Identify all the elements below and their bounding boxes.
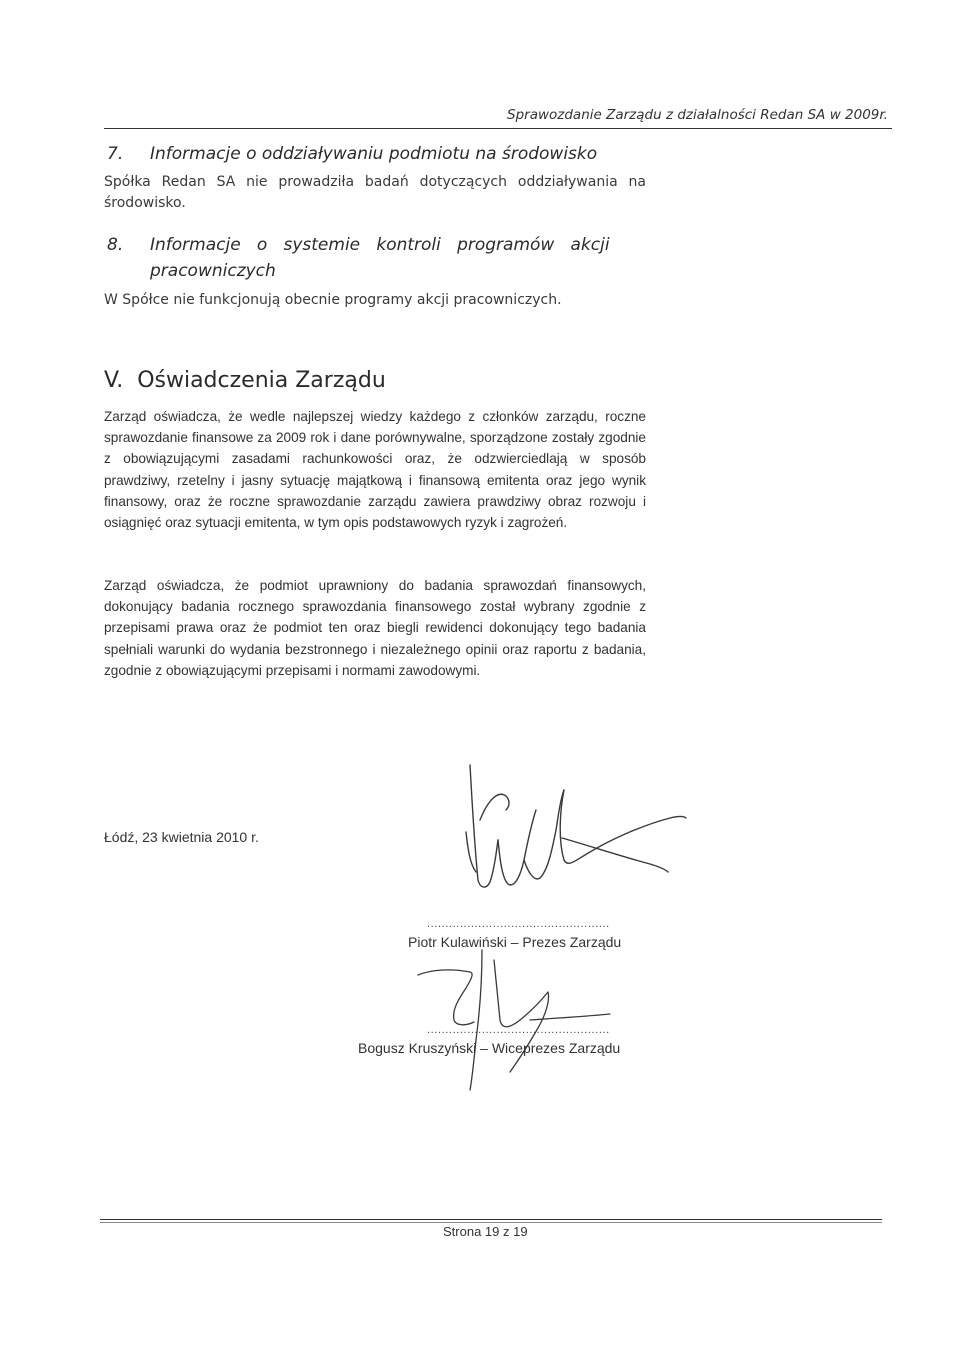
signer-1-name: Piotr Kulawiński – Prezes Zarządu bbox=[408, 934, 622, 950]
chapter-heading: V. Oświadczenia Zarządu bbox=[104, 368, 386, 393]
section-8-title-line1: Informacje o systemie kontroli programów akcji bbox=[150, 235, 610, 255]
signature-kruszynski bbox=[410, 940, 640, 1100]
section-7-number: 7. bbox=[107, 144, 124, 164]
section-8-number: 8. bbox=[107, 235, 124, 255]
place-date: Łódź, 23 kwietnia 2010 r. bbox=[104, 829, 259, 845]
signature-line-2: .................................................. bbox=[427, 1024, 610, 1036]
section-8-body: W Spółce nie funkcjonują obecnie programy akcji pracowniczych. bbox=[104, 292, 562, 308]
signer-2-name: Bogusz Kruszyński – Wiceprezes Zarządu bbox=[358, 1040, 621, 1056]
page-number: Strona 19 z 19 bbox=[443, 1224, 528, 1239]
section-7-body: Spółka Redan SA nie prowadziła badań dotyczących oddziaływania na środowisko. bbox=[104, 174, 646, 211]
header-rule bbox=[104, 128, 892, 129]
footer-rule bbox=[100, 1219, 882, 1220]
section-8-title-line2: pracowniczych bbox=[150, 261, 276, 281]
statement-paragraph-2: Zarząd oświadcza, że podmiot uprawniony do badania sprawozdań finansowych, dokonujący badania rocznego sprawozdania finansowego został wybrany zgodnie z przepisami prawa oraz że podmiot ten oraz biegli rewidenci dokonujący tego badania spełniali warunki do wydania bezstronnego i niezależnego opinii oraz raportu z badania, zgodnie z obowiązującymi przepisami i normami zawodowymi. bbox=[104, 578, 646, 678]
statement-paragraph-1: Zarząd oświadcza, że wedle najlepszej wiedzy każdego z członków zarządu, roczne sprawozdanie finansowe za 2009 rok i dane porównywalne, sporządzone zostały zgodnie z obowiązującymi zasadami rachunkowości oraz, że odzwierciedlają w sposób prawdziwy, rzetelny i jasny sytuację majątkową i finansową emitenta oraz jego wynik finansowy, oraz że roczne sprawozdanie zarządu zawiera prawdziwy obraz rozwoju i osiągnięć oraz sytuacji emitenta, w tym opis podstawowych ryzyk i zagrożeń. bbox=[104, 409, 646, 531]
signature-kulawinski bbox=[440, 760, 700, 900]
signature-line-1: .................................................. bbox=[427, 918, 610, 930]
section-7-title: Informacje o oddziaływaniu podmiotu na środowisko bbox=[150, 144, 598, 164]
footer-rule-secondary bbox=[100, 1222, 882, 1223]
running-header: Sprawozdanie Zarządu z działalności Redan SA w 2009r. bbox=[507, 107, 888, 123]
